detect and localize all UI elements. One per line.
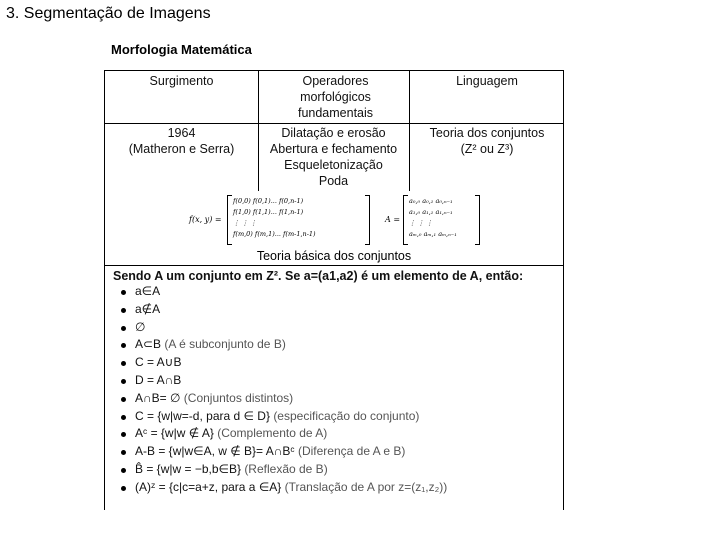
a-matrix-label: A = (385, 215, 401, 224)
bullet-icon (121, 468, 126, 473)
list-item: ∅ (121, 319, 447, 337)
list-item: Aᶜ = {w|w ∉ A} (Complemento de A) (121, 425, 447, 443)
operadores-cell (258, 125, 409, 189)
bullet-icon (121, 450, 126, 455)
bullet-icon (121, 415, 126, 420)
linguagem-cell (409, 125, 565, 157)
matrix-row: f(0,0) f(0,1)... f(0,n-1) (233, 197, 304, 205)
bullet-icon (121, 290, 126, 295)
bullet-icon (121, 397, 126, 402)
image-matrix-formula (189, 191, 484, 247)
list-item: B̂ = {w|w = −b,b∈B} (Reflexão de B) (121, 461, 447, 479)
slide-title: 3. Segmentação de Imagens (6, 5, 211, 22)
linguagem-2: (Z² ou Z³) (460, 142, 514, 156)
list-item: A-B = {w|w∈A, w ∉ B}= A∩Bᶜ (Diferença de A e B) (121, 443, 447, 461)
operador-2: Abertura e fechamento (269, 142, 398, 156)
operador-3: Esqueletonização (284, 158, 383, 172)
list-item: D = A∩B (121, 372, 447, 390)
matrix-right-bracket (365, 195, 370, 245)
a-matrix-left-bracket (403, 195, 408, 245)
a-matrix-row: ⋮ ⋮ ⋮ (409, 219, 433, 227)
operador-1: Dilatação e erosão (281, 126, 386, 140)
fxy-label: f(x, y) = (189, 215, 222, 224)
bullet-icon (121, 432, 126, 437)
matrix-row: f(m,0) f(m,1)... f(m-1,n-1) (233, 230, 316, 238)
surgimento-year: 1964 (167, 126, 196, 140)
matrix-row: ⋮ ⋮ ⋮ (233, 219, 257, 227)
set-definition-intro: Sendo A um conjunto em Z². Se a=(a1,a2) é um elemento de A, então: (113, 269, 524, 283)
set-properties-list (121, 283, 447, 497)
operador-4: Poda (318, 174, 349, 188)
bullet-icon (121, 379, 126, 384)
list-item: A∩B= ∅ (Conjuntos distintos) (121, 390, 447, 408)
surgimento-authors: (Matheron e Serra) (128, 142, 235, 156)
morphology-table (104, 70, 564, 510)
header-linguagem: Linguagem (456, 74, 518, 88)
basic-set-theory-heading: Teoria básica dos conjuntos (256, 249, 412, 263)
header-surgimento: Surgimento (149, 74, 214, 88)
bullet-icon (121, 326, 126, 331)
a-matrix-row: aₘ,₀ aₘ,₁ aₘ,ₙ₋₁ (409, 230, 457, 238)
header-operadores: Operadores morfológicos fundamentais (297, 74, 374, 120)
document-title: Morfologia Matemática (111, 42, 252, 57)
bullet-icon (121, 308, 126, 313)
bullet-icon (121, 361, 126, 366)
list-item: a∉A (121, 301, 447, 319)
list-item: (A)ᶻ = {c|c=a+z, para a ∈A} (Translação de A por z=(z₁,z₂)) (121, 479, 447, 497)
matrix-left-bracket (227, 195, 232, 245)
list-item: C = {w|w=-d, para d ∈ D} (especificação do conjunto) (121, 408, 447, 426)
surgimento-cell (105, 125, 258, 157)
a-matrix-right-bracket (475, 195, 480, 245)
row-divider (105, 123, 563, 124)
row-divider (105, 265, 563, 266)
list-item: C = A∪B (121, 354, 447, 372)
bullet-icon (121, 343, 126, 348)
matrix-row: f(1,0) f(1,1)... f(1,n-1) (233, 208, 304, 216)
list-item: a∈A (121, 283, 447, 301)
a-matrix-row: a₀,₀ a₀,₁ a₀,ₙ₋₁ (409, 197, 453, 205)
a-matrix-row: a₁,₀ a₁,₁ a₁,ₙ₋₁ (409, 208, 453, 216)
bullet-icon (121, 486, 126, 491)
linguagem-1: Teoria dos conjuntos (429, 126, 545, 140)
list-item: A⊂B (A é subconjunto de B) (121, 336, 447, 354)
